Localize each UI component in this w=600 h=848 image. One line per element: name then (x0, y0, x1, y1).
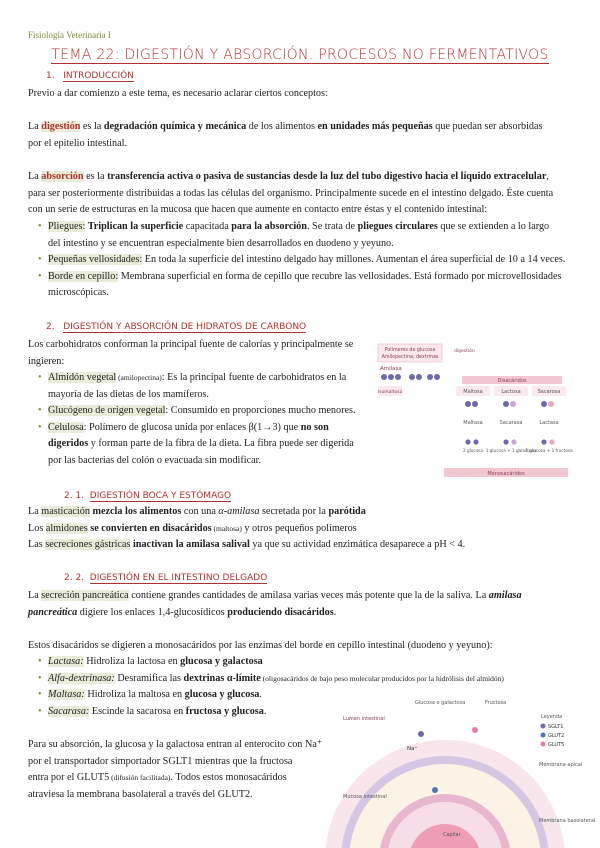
text: atraviesa la membrana basolateral a través del GLUT2. (28, 788, 253, 800)
bold: fructosa y glucosa (185, 705, 264, 717)
legend-title: Leyenda (541, 714, 563, 720)
capilar-label: Capilar (443, 832, 461, 838)
bold: glucosa y glucosa (184, 689, 260, 700)
item-term: Alfa-dextrinasa: (48, 672, 115, 684)
sglt1-marker (418, 731, 424, 737)
bold: produciendo disacáridos (227, 606, 334, 618)
text: Hidroliza la maltosa en (84, 689, 185, 700)
list-item (38, 654, 593, 671)
digestion-paragraph (28, 119, 578, 152)
bold: dextrinas α-límite (183, 672, 261, 684)
section-number: 1. (46, 71, 55, 81)
section-number: 2. (46, 322, 55, 332)
text: con un serie de estructuras en la mucosa que hacen que aumente en contacto entre éstas y el contenido intestinal: (28, 204, 488, 215)
text: de los alimentos (246, 121, 318, 132)
fruct-label: Fructosa (485, 700, 507, 706)
text: La (28, 590, 42, 601)
list-item (38, 370, 378, 403)
text: En toda la superficie del intestino delgado hay millones. Aumentan el área superficial de 10 a 14 veces. (142, 254, 566, 265)
text: La (28, 121, 42, 132)
text: del intestino y se encuentran especialmente bien desarrollados en duodeno y yeyuno. (48, 237, 394, 249)
text: que se extienden a lo largo (437, 221, 550, 232)
boca-paragraph (28, 504, 583, 554)
section-title: INTRODUCCIÓN (63, 71, 134, 81)
m2-label: 1 glucosa + 1 galactosa (485, 448, 537, 453)
glut2-marker (432, 787, 438, 793)
lactosa-label: Lactosa (501, 389, 521, 395)
legend-sglt1-dot (541, 724, 546, 729)
carbs-paragraph (28, 337, 368, 370)
legend-sglt1: SGLT1 (548, 724, 564, 730)
section-title: DIGESTIÓN EN EL INTESTINO DELGADO (89, 573, 268, 583)
section-title: DIGESTIÓN BOCA Y ESTÓMAGO (89, 491, 232, 501)
legend-glut5: GLUT5 (548, 742, 565, 748)
term-digestion: digestión (41, 121, 81, 132)
absorption-paragraph (28, 169, 583, 219)
section-number: 2. 2. (64, 573, 85, 583)
text: es la (80, 121, 104, 132)
text: : Polímero de glucosa unida por enlaces β(1→3) que (83, 421, 301, 433)
item-term: Celulosa (48, 421, 84, 433)
item-term: Lactasa: (48, 656, 84, 667)
baso-label: Membrana basolateral (539, 818, 596, 824)
term-absorcion: absorción (41, 171, 84, 182)
m1-label: 2 glucosa (462, 448, 484, 453)
enterocyte-absorption-diagram (335, 690, 596, 842)
text: . Se trata de (306, 221, 358, 232)
text: Para su absorción, la glucosa y la galactosa entran al enterocito con Na⁺ (28, 739, 323, 750)
structures-list (38, 219, 583, 302)
mono-label: Monosacáridos (487, 471, 525, 477)
bold: para la absorción (231, 221, 307, 232)
bold: no son (300, 421, 329, 433)
absorcion-paragraph (28, 737, 338, 803)
text: . (263, 705, 267, 717)
text: Desramifica las (114, 672, 184, 684)
text: ingieren: (28, 355, 65, 367)
text: Escinde la sacarosa en (89, 705, 186, 717)
list-item (38, 219, 583, 252)
title-text: TEMA 22: DIGESTIÓN Y ABSORCIÓN. PROCESOS NO FERMENTATIVOS (51, 47, 549, 63)
bold: se convierten en disacáridos (87, 522, 212, 534)
term: masticación (41, 506, 90, 517)
carbohydrate-digestion-diagram (372, 340, 572, 482)
bold: Triplican la superficie (85, 221, 184, 232)
dis-label: Disacáridos (497, 378, 527, 384)
small-note: (oligosacáridos de bajo peso molecular producidos por la hidrólisis del almidón) (260, 673, 504, 683)
list-item (38, 671, 593, 688)
section-2-1-heading (64, 491, 231, 501)
legend-glut2-dot (541, 733, 546, 738)
text: : Es la principal fuente de carbohidratos en la (161, 372, 347, 383)
small-note: (amilopectina) (116, 373, 162, 382)
text: microscópicas. (48, 287, 109, 298)
list-item (38, 403, 378, 420)
text: digiere los enlaces 1,4-glucosídicos (77, 606, 228, 618)
text: Hidroliza la lactosa en (83, 656, 181, 667)
term: secreciones gástricas (45, 539, 131, 550)
legend-glut2: GLUT2 (548, 733, 565, 739)
text: contiene grandes cantidades de amilasa varias veces más potente que la de la saliva. La (128, 590, 489, 601)
text: mayoría de las dietas de los mamíferos. (48, 388, 209, 400)
text: Los carbohidratos conforman la principal fuente de calorías y principalmente se (28, 339, 354, 350)
text: . (333, 606, 337, 618)
item-term: Almidón vegetal (48, 372, 117, 383)
text: que puedan ser absorbidas (432, 121, 543, 132)
lumen-label: Lumen intestinal (343, 716, 385, 722)
m3-label: 1 glucosa + 1 fructosa (525, 448, 573, 453)
bold-italic: amilasa (488, 590, 522, 601)
item-term: Pequeñas vellosidades: (48, 254, 143, 265)
poly-label: Polímeros de glucosa (384, 348, 436, 353)
maltasa-label: Maltasa (463, 420, 483, 426)
text: secretada por la (259, 506, 329, 517)
item-term: Sacarasa: (48, 705, 90, 717)
text: . Todos estos monosacáridos (170, 772, 287, 783)
text: Membrana superficial en forma de cepillo que recubre las vellosidades. Está formado por microvellosidades (118, 270, 562, 282)
bold: digeridos (48, 438, 89, 449)
bold: degradación química y mecánica (103, 121, 247, 132)
mucosa-label: Mucosa intestinal (343, 794, 387, 800)
text: es la (83, 171, 108, 182)
sacarasa-label: Sacarasa (499, 420, 523, 426)
running-header: Fisiología Veterinaria I (28, 30, 111, 40)
bold: inactivan la amilasa salival (130, 539, 250, 550)
bold: en unidades más pequeñas (317, 121, 433, 132)
carbs-list (38, 370, 378, 469)
disacaridos-paragraph: Estos disacáridos se digieren a monosacáridos por las enzimas del borde en cepillo intestinal (duodeno y yeyuno): (28, 640, 493, 651)
bold: parótida (328, 506, 366, 517)
bold: pliegues circulares (357, 221, 438, 232)
lactasa-label: Lactasa (539, 420, 559, 426)
term: secreción pancreática (41, 590, 129, 601)
page-title (0, 47, 600, 63)
sacarosa-label: Sacarosa (537, 389, 561, 395)
amilo-label: Amilopectina, dextrinas (381, 355, 439, 360)
text: Los (28, 522, 46, 534)
text: Las (28, 539, 46, 550)
section-2-heading (46, 322, 306, 332)
text: con una (181, 506, 219, 517)
intro-paragraph: Previo a dar comienzo a este tema, es necesario aclarar ciertos conceptos: (28, 88, 328, 99)
text: para ser posteriormente distribuidas a todas las células del organismo. Principalmente sucede en el intestino delgado. Éste cuenta (28, 187, 554, 199)
italic: α-amilasa (218, 506, 260, 517)
text: y forman parte de la fibra de la dieta. La fibra puede ser digerida (88, 438, 354, 449)
bold-italic: pancreática (28, 606, 78, 618)
text: , (546, 171, 549, 182)
text: ya que su actividad enzimática desaparece a pH < 4. (249, 539, 466, 550)
list-item (38, 269, 583, 302)
section-2-2-heading (64, 573, 267, 583)
glut5-marker (472, 727, 478, 733)
text: : Consumido en proporciones mucho menores. (165, 405, 356, 416)
section-1-heading (46, 71, 134, 81)
bold: mezcla los alimentos (89, 506, 182, 517)
text: capacitada (183, 221, 232, 232)
text: . (259, 689, 262, 700)
text: y otros pequeños polímeros (241, 522, 357, 534)
digestion-label: digestión (454, 349, 475, 354)
gluc-label: Glucosa o galactosa (415, 700, 466, 706)
term: almidones (45, 522, 88, 534)
list-item (38, 420, 378, 470)
text: La (28, 171, 42, 182)
item-term: Pliegues: (48, 221, 86, 232)
intestino-paragraph (28, 588, 588, 621)
bold: glucosa y galactosa (180, 656, 263, 667)
amilasa-label: Amilasa (380, 366, 402, 372)
small-note: (difusión facilitada) (109, 773, 171, 782)
item-term: Borde en cepillo: (48, 270, 119, 282)
section-number: 2. 1. (64, 491, 85, 501)
text: entra por el GLUT5 (28, 772, 110, 783)
list-item (38, 252, 583, 269)
maltosa-label: Maltosa (463, 389, 483, 395)
small-note: (maltosa) (211, 523, 242, 533)
text: por las bacterias del colón o evacuada sin modificar. (48, 454, 262, 466)
apical-label: Membrana apical (539, 762, 583, 768)
text: La (28, 506, 42, 517)
bold: transferencia activa o pasiva de sustancias desde la luz del tubo digestivo hacia el líquido extracelular (107, 171, 547, 182)
polymer-beads (381, 374, 440, 380)
text: por el transportador simportador SGLT1 mientras que la fructosa (28, 755, 293, 767)
item-term: Maltasa: (48, 689, 85, 700)
section-title: DIGESTIÓN Y ABSORCIÓN DE HIDRATOS DE CARBONO (63, 322, 307, 332)
na-label: Na⁺ (407, 746, 418, 752)
text: por el epitelio intestinal. (28, 137, 128, 149)
item-term: Glucógeno de origen vegetal (48, 405, 166, 416)
isom-label: Isomaltosa (377, 390, 403, 395)
legend-glut5-dot (541, 742, 546, 747)
